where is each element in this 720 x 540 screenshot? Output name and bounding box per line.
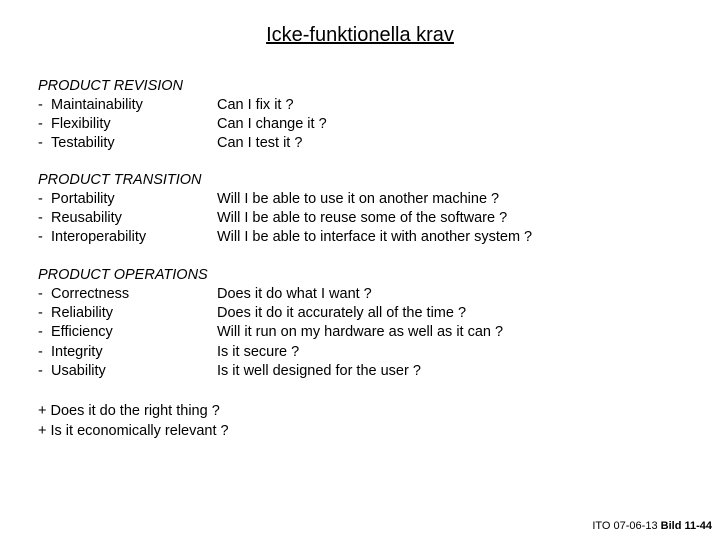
list-item (38, 115, 698, 134)
bullet-dash: - (38, 229, 43, 246)
section-heading: PRODUCT REVISION (38, 78, 184, 94)
bullet-dash: - (38, 135, 43, 152)
footer-course-date: ITO 07-06-13 (592, 520, 658, 532)
footer-slide-number: Bild 11-44 (660, 520, 712, 532)
section-heading: PRODUCT TRANSITION (38, 172, 202, 188)
quality-question: Will I be able to interface it with another system ? (217, 229, 533, 246)
quality-name: Usability (51, 362, 106, 379)
notes (38, 401, 229, 441)
list-item (38, 285, 698, 304)
section-product-revision (38, 77, 698, 154)
quality-name: Correctness (51, 286, 130, 302)
note-line: + Does it do the right thing ? (38, 403, 220, 419)
page-title: Icke-funktionella krav (266, 24, 454, 46)
list-item (38, 209, 698, 228)
quality-question: Does it do it accurately all of the time ? (217, 305, 467, 322)
list-item (38, 323, 698, 342)
bullet-dash: - (38, 362, 43, 379)
quality-question: Will it run on my hardware as well as it can ? (217, 324, 504, 341)
quality-question: Can I test it ? (217, 135, 303, 152)
slide-footer (592, 520, 712, 532)
quality-name: Maintainability (51, 97, 143, 113)
list-item (38, 134, 698, 153)
bullet-dash: - (38, 97, 43, 113)
quality-name: Integrity (51, 343, 103, 360)
bullet-dash: - (38, 191, 43, 207)
quality-question: Is it secure ? (217, 343, 300, 360)
quality-question: Is it well designed for the user ? (217, 362, 421, 379)
quality-question: Will I be able to use it on another machine ? (217, 191, 500, 207)
bullet-dash: - (38, 286, 43, 302)
quality-name: Portability (51, 191, 115, 207)
bullet-dash: - (38, 305, 43, 322)
bullet-dash: - (38, 116, 43, 133)
quality-question: Can I change it ? (217, 116, 327, 133)
quality-question: Will I be able to reuse some of the software ? (217, 210, 508, 227)
section-heading: PRODUCT OPERATIONS (38, 267, 208, 283)
note-line: + Is it economically relevant ? (38, 423, 229, 439)
quality-question: Can I fix it ? (217, 97, 294, 113)
bullet-dash: - (38, 210, 43, 227)
quality-name: Efficiency (51, 324, 113, 341)
bullet-dash: - (38, 324, 43, 341)
list-item (38, 362, 698, 381)
quality-name: Reliability (51, 305, 114, 322)
list-item (38, 96, 698, 115)
quality-name: Interoperability (51, 229, 147, 246)
quality-question: Does it do what I want ? (217, 286, 372, 302)
list-item (38, 190, 698, 209)
list-item (38, 343, 698, 362)
list-item (38, 304, 698, 323)
quality-name: Flexibility (51, 116, 111, 133)
section-product-transition (38, 171, 698, 248)
quality-name: Testability (51, 135, 115, 152)
bullet-dash: - (38, 343, 43, 360)
quality-name: Reusability (51, 210, 122, 227)
section-product-operations (38, 266, 698, 381)
list-item (38, 228, 698, 247)
